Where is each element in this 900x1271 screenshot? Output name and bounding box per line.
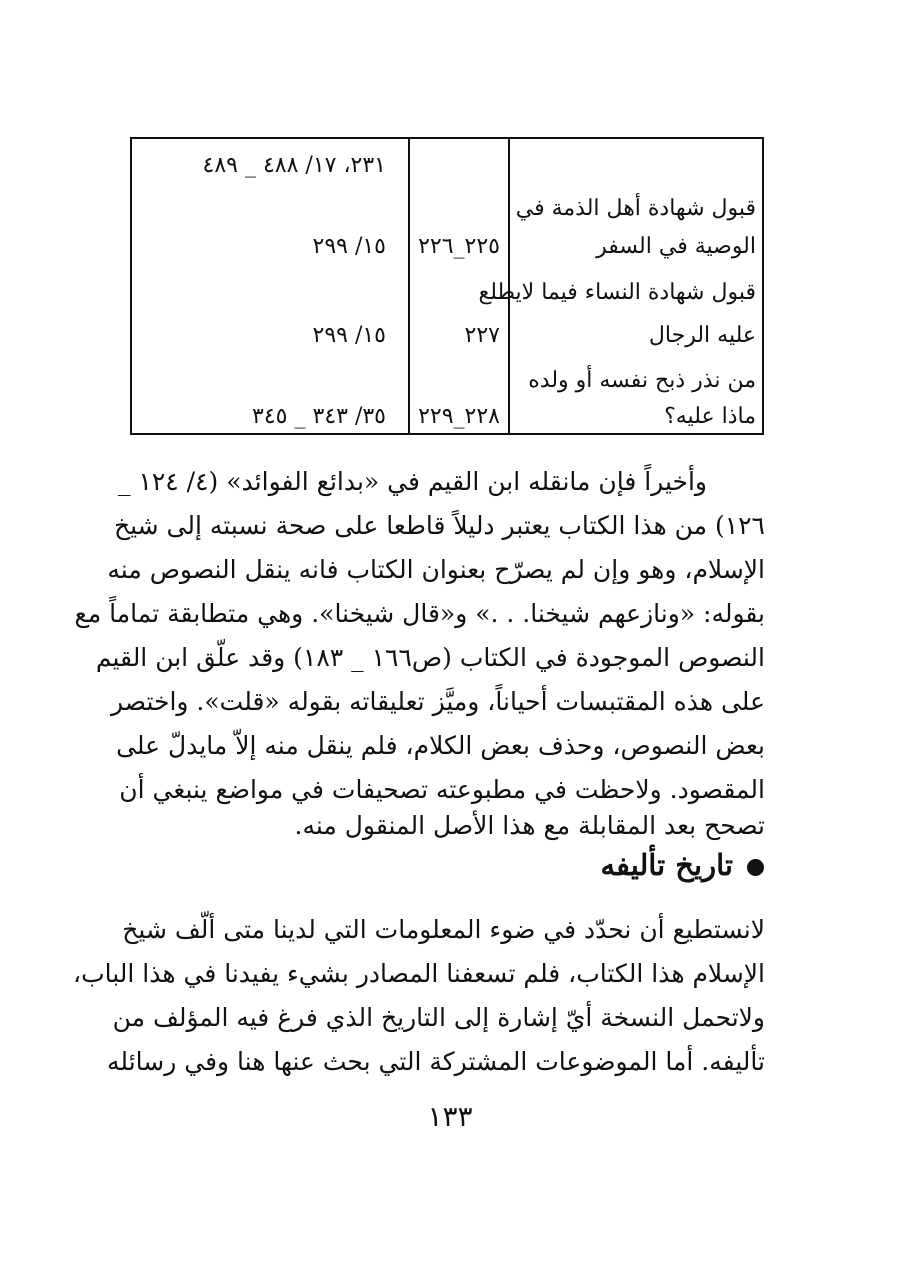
table-cell-topic: قبول شهادة أهل الذمة في bbox=[515, 196, 756, 221]
table-cell-page: ٢٢٧ bbox=[464, 323, 500, 348]
section-heading-text: تاريخ تأليفه bbox=[600, 848, 733, 882]
table-cell-topic: قبول شهادة النساء فيما لايطلع bbox=[478, 280, 756, 305]
text-line: لانستطيع أن نحدّد في ضوء المعلومات التي لدينا متى ألّف شيخ bbox=[122, 915, 765, 944]
reference-table bbox=[130, 137, 764, 435]
table-cell-page: ٢٢٨_٢٢٩ bbox=[418, 404, 500, 429]
table-cell-topic: عليه الرجال bbox=[648, 323, 756, 348]
section-heading bbox=[600, 848, 764, 882]
text-line: تأليفه. أما الموضوعات المشتركة التي بحث عنها هنا وفي رسائله bbox=[107, 1047, 765, 1076]
bullet-icon bbox=[747, 859, 764, 876]
table-cell-refs: ١٥/ ٢٩٩ bbox=[312, 234, 386, 259]
table-cell-refs: ٣٥/ ٣٤٣ _ ٣٤٥ bbox=[252, 404, 386, 429]
table-cell-page: ٢٢٥_٢٢٦ bbox=[418, 234, 500, 259]
text-line: المقصود. ولاحظت في مطبوعته تصحيفات في مواضع ينبغي أن bbox=[119, 775, 765, 804]
text-line: تصحح بعد المقابلة مع هذا الأصل المنقول منه. bbox=[294, 811, 765, 840]
table-cell-topic: ماذا عليه؟ bbox=[664, 404, 756, 429]
table-cell-topic: الوصية في السفر bbox=[596, 234, 756, 259]
text-line: النصوص الموجودة في الكتاب (ص١٦٦ _ ١٨٣) وقد علّق ابن القيم bbox=[95, 643, 765, 672]
text-line: على هذه المقتبسات أحياناً، وميَّز تعليقاته بقوله «قلت». واختصر bbox=[110, 687, 765, 716]
table-divider bbox=[408, 139, 410, 433]
text-line: ولاتحمل النسخة أيّ إشارة إلى التاريخ الذي فرغ فيه المؤلف من bbox=[112, 1003, 765, 1032]
table-cell-refs: ١٥/ ٢٩٩ bbox=[312, 323, 386, 348]
table-cell-refs: ٢٣١، ١٧/ ٤٨٨ _ ٤٨٩ bbox=[202, 153, 386, 178]
body-paragraph bbox=[73, 910, 765, 1090]
text-line: بعض النصوص، وحذف بعض الكلام، فلم ينقل منه إلاّ مايدلّ على bbox=[116, 731, 765, 760]
text-line: بقوله: «ونازعهم شيخنا. . .» و«قال شيخنا». وهي متطابقة تماماً مع bbox=[74, 599, 765, 628]
page-number: ١٣٣ bbox=[427, 1100, 473, 1133]
table-cell-topic: من نذر ذبح نفسه أو ولده bbox=[528, 368, 756, 393]
text-line: الإسلام، وهو وإن لم يصرّح بعنوان الكتاب فانه ينقل النصوص منه bbox=[107, 555, 765, 584]
text-line: الإسلام هذا الكتاب، فلم تسعفنا المصادر بشيء يفيدنا في هذا الباب، bbox=[73, 959, 765, 988]
body-paragraph bbox=[74, 462, 765, 840]
text-line: وأخيراً فإن مانقله ابن القيم في «بدائع الفوائد» (٤/ ١٢٤ _ bbox=[117, 467, 707, 496]
text-line: ١٢٦) من هذا الكتاب يعتبر دليلاً قاطعا على صحة نسبته إلى شيخ bbox=[113, 511, 765, 540]
